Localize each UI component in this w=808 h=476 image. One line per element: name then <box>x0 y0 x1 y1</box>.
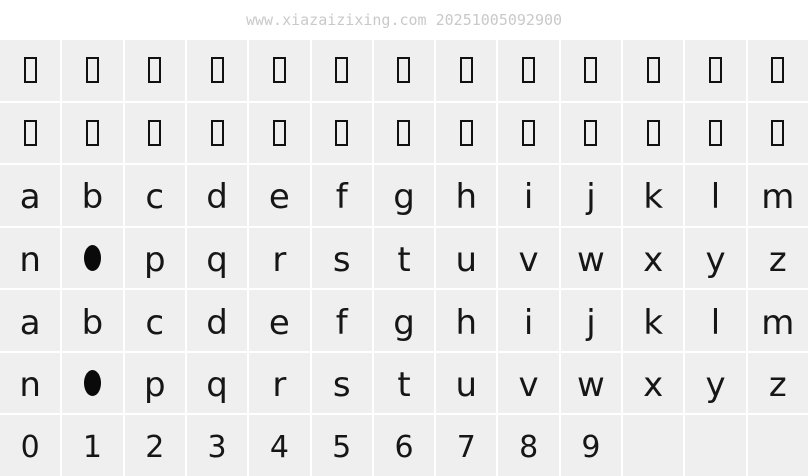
glyph-cell-uppercase-a-m-1 <box>0 165 60 226</box>
glyph-char: m <box>761 302 795 343</box>
glyph-cell-notdef-row-2-2 <box>62 103 122 164</box>
glyph-char: 1 <box>82 429 102 465</box>
notdef-glyph <box>273 120 286 146</box>
notdef-glyph <box>273 57 286 83</box>
notdef-glyph <box>397 57 410 83</box>
glyph-cell-uppercase-n-z-8 <box>436 228 496 289</box>
glyph-cell-uppercase-n-z-3 <box>125 228 185 289</box>
glyph-cell-uppercase-a-m-7 <box>374 165 434 226</box>
glyph-char: j <box>586 302 596 343</box>
notdef-glyph <box>584 57 597 83</box>
glyph-char: m <box>761 177 795 218</box>
glyph-cell-lowercase-a-m-9 <box>498 290 558 351</box>
glyph-cell-uppercase-n-z-13 <box>748 228 808 289</box>
glyph-cell-uppercase-n-z-2 <box>62 228 122 289</box>
glyph-cell-uppercase-a-m-3 <box>125 165 185 226</box>
glyph-char: c <box>145 302 165 343</box>
glyph-cell-notdef-row-1-12 <box>685 40 745 101</box>
glyph-cell-notdef-row-2-11 <box>623 103 683 164</box>
glyph-cell-uppercase-a-m-2 <box>62 165 122 226</box>
glyph-cell-digits-0-9-12 <box>685 415 745 476</box>
glyph-char: l <box>710 302 721 343</box>
glyph-char: s <box>332 239 351 280</box>
glyph-cell-lowercase-a-m-4 <box>187 290 247 351</box>
glyph-cell-uppercase-a-m-4 <box>187 165 247 226</box>
notdef-glyph <box>522 120 535 146</box>
glyph-char: 5 <box>332 429 352 465</box>
glyph-cell-lowercase-n-z-3 <box>125 353 185 414</box>
glyph-char: e <box>268 302 290 343</box>
glyph-cell-uppercase-a-m-5 <box>249 165 309 226</box>
notdef-glyph <box>647 120 660 146</box>
glyph-cell-uppercase-n-z-12 <box>685 228 745 289</box>
glyph-char: f <box>335 302 348 343</box>
glyph-char: x <box>643 365 664 406</box>
glyph-char: w <box>577 239 605 280</box>
glyph-char: t <box>397 239 411 280</box>
notdef-glyph <box>522 57 535 83</box>
glyph-cell-uppercase-a-m-12 <box>685 165 745 226</box>
glyph-char: w <box>577 365 605 406</box>
glyph-cell-uppercase-n-z-4 <box>187 228 247 289</box>
glyph-char: a <box>19 177 41 218</box>
glyph-cell-uppercase-a-m-13 <box>748 165 808 226</box>
glyph-cell-digits-0-9-11 <box>623 415 683 476</box>
glyph-cell-lowercase-n-z-11 <box>623 353 683 414</box>
glyph-cell-uppercase-n-z-10 <box>561 228 621 289</box>
notdef-glyph <box>24 120 37 146</box>
glyph-cell-notdef-row-2-6 <box>312 103 372 164</box>
glyph-cell-lowercase-n-z-7 <box>374 353 434 414</box>
glyph-cell-digits-0-9-8 <box>436 415 496 476</box>
glyph-cell-lowercase-a-m-7 <box>374 290 434 351</box>
glyph-cell-lowercase-n-z-10 <box>561 353 621 414</box>
glyph-char: d <box>206 302 228 343</box>
glyph-char: r <box>272 365 287 406</box>
glyph-char: q <box>206 239 228 280</box>
notdef-glyph <box>771 57 784 83</box>
glyph-char: 6 <box>394 429 414 465</box>
glyph-cell-lowercase-n-z-5 <box>249 353 309 414</box>
glyph-cell-uppercase-n-z-6 <box>312 228 372 289</box>
glyph-cell-lowercase-a-m-1 <box>0 290 60 351</box>
glyph-char: k <box>643 177 664 218</box>
glyph-cell-digits-0-9-10 <box>561 415 621 476</box>
glyph-cell-uppercase-n-z-5 <box>249 228 309 289</box>
glyph-cell-notdef-row-2-1 <box>0 103 60 164</box>
glyph-cell-digits-0-9-4 <box>187 415 247 476</box>
glyph-char: r <box>272 239 287 280</box>
glyph-char: 7 <box>456 429 476 465</box>
glyph-char: h <box>455 302 478 343</box>
glyph-cell-notdef-row-1-8 <box>436 40 496 101</box>
glyph-char: l <box>710 177 721 218</box>
glyph-char: 3 <box>207 429 227 465</box>
glyph-char: 8 <box>519 429 539 465</box>
glyph-cell-notdef-row-2-13 <box>748 103 808 164</box>
glyph-char: b <box>81 302 104 343</box>
glyph-cell-digits-0-9-5 <box>249 415 309 476</box>
glyph-char: g <box>393 177 415 218</box>
notdef-glyph <box>24 57 37 83</box>
glyph-cell-notdef-row-2-9 <box>498 103 558 164</box>
glyph-char: g <box>393 302 415 343</box>
notdef-glyph <box>397 120 410 146</box>
glyph-char: f <box>335 177 348 218</box>
glyph-cell-lowercase-n-z-2 <box>62 353 122 414</box>
glyph-char: i <box>523 177 534 218</box>
glyph-char: x <box>643 239 664 280</box>
glyph-char: k <box>643 302 664 343</box>
glyph-cell-notdef-row-2-10 <box>561 103 621 164</box>
notdef-glyph <box>86 57 99 83</box>
glyph-cell-lowercase-a-m-2 <box>62 290 122 351</box>
glyph-cell-digits-0-9-13 <box>748 415 808 476</box>
glyph-cell-notdef-row-1-10 <box>561 40 621 101</box>
glyph-char: v <box>518 365 539 406</box>
glyph-char: 0 <box>20 429 40 465</box>
notdef-glyph <box>211 120 224 146</box>
notdef-glyph <box>584 120 597 146</box>
glyph-char: j <box>586 177 596 218</box>
glyph-char: n <box>19 239 41 280</box>
glyph-cell-lowercase-a-m-6 <box>312 290 372 351</box>
glyph-char: p <box>143 239 166 280</box>
glyph-cell-notdef-row-1-4 <box>187 40 247 101</box>
glyph-char: u <box>455 365 478 406</box>
glyph-cell-lowercase-a-m-5 <box>249 290 309 351</box>
notdef-glyph <box>709 120 722 146</box>
glyph-cell-lowercase-n-z-4 <box>187 353 247 414</box>
glyph-cell-notdef-row-1-1 <box>0 40 60 101</box>
notdef-glyph <box>148 120 161 146</box>
glyph-cell-lowercase-a-m-12 <box>685 290 745 351</box>
glyph-cell-lowercase-a-m-3 <box>125 290 185 351</box>
glyph-cell-lowercase-a-m-11 <box>623 290 683 351</box>
glyph-grid <box>0 40 808 476</box>
glyph-cell-notdef-row-1-13 <box>748 40 808 101</box>
notdef-glyph <box>335 120 348 146</box>
glyph-cell-notdef-row-1-11 <box>623 40 683 101</box>
glyph-char: 2 <box>145 429 165 465</box>
letter-o-filled-oval-glyph <box>84 370 101 396</box>
glyph-cell-lowercase-n-z-12 <box>685 353 745 414</box>
glyph-cell-uppercase-a-m-6 <box>312 165 372 226</box>
glyph-cell-notdef-row-1-3 <box>125 40 185 101</box>
notdef-glyph <box>460 57 473 83</box>
glyph-cell-lowercase-n-z-6 <box>312 353 372 414</box>
glyph-cell-lowercase-a-m-13 <box>748 290 808 351</box>
glyph-cell-notdef-row-2-4 <box>187 103 247 164</box>
glyph-char: s <box>332 365 351 406</box>
notdef-glyph <box>771 120 784 146</box>
watermark-text: www.xiazaizixing.com 20251005092900 <box>245 11 563 29</box>
glyph-char: z <box>768 239 787 280</box>
glyph-cell-notdef-row-2-7 <box>374 103 434 164</box>
glyph-cell-notdef-row-1-5 <box>249 40 309 101</box>
glyph-cell-notdef-row-1-6 <box>312 40 372 101</box>
glyph-cell-digits-0-9-3 <box>125 415 185 476</box>
glyph-char: 9 <box>581 429 601 465</box>
glyph-cell-notdef-row-1-2 <box>62 40 122 101</box>
glyph-char: u <box>455 239 478 280</box>
glyph-char: y <box>705 239 726 280</box>
notdef-glyph <box>86 120 99 146</box>
glyph-char: p <box>143 365 166 406</box>
glyph-cell-notdef-row-1-9 <box>498 40 558 101</box>
glyph-char: t <box>397 365 411 406</box>
glyph-cell-uppercase-n-z-9 <box>498 228 558 289</box>
glyph-cell-notdef-row-2-3 <box>125 103 185 164</box>
notdef-glyph <box>709 57 722 83</box>
glyph-char: h <box>455 177 478 218</box>
glyph-char: e <box>268 177 290 218</box>
notdef-glyph <box>148 57 161 83</box>
glyph-cell-notdef-row-2-12 <box>685 103 745 164</box>
glyph-cell-uppercase-a-m-9 <box>498 165 558 226</box>
glyph-cell-uppercase-n-z-11 <box>623 228 683 289</box>
notdef-glyph <box>460 120 473 146</box>
glyph-char: c <box>145 177 165 218</box>
glyph-cell-digits-0-9-1 <box>0 415 60 476</box>
glyph-cell-lowercase-a-m-8 <box>436 290 496 351</box>
glyph-cell-lowercase-a-m-10 <box>561 290 621 351</box>
glyph-cell-notdef-row-2-5 <box>249 103 309 164</box>
glyph-cell-digits-0-9-6 <box>312 415 372 476</box>
glyph-char: v <box>518 239 539 280</box>
glyph-cell-uppercase-a-m-10 <box>561 165 621 226</box>
glyph-char: b <box>81 177 104 218</box>
watermark-bar <box>0 0 808 40</box>
glyph-char: a <box>19 302 41 343</box>
glyph-cell-uppercase-n-z-7 <box>374 228 434 289</box>
glyph-char: z <box>768 365 787 406</box>
glyph-char: y <box>705 365 726 406</box>
glyph-char: q <box>206 365 228 406</box>
glyph-cell-lowercase-n-z-1 <box>0 353 60 414</box>
glyph-cell-digits-0-9-7 <box>374 415 434 476</box>
notdef-glyph <box>335 57 348 83</box>
glyph-cell-lowercase-n-z-8 <box>436 353 496 414</box>
notdef-glyph <box>647 57 660 83</box>
glyph-cell-lowercase-n-z-13 <box>748 353 808 414</box>
glyph-cell-notdef-row-2-8 <box>436 103 496 164</box>
glyph-char: d <box>206 177 228 218</box>
glyph-char: 4 <box>269 429 289 465</box>
glyph-cell-digits-0-9-2 <box>62 415 122 476</box>
glyph-cell-notdef-row-1-7 <box>374 40 434 101</box>
glyph-cell-lowercase-n-z-9 <box>498 353 558 414</box>
glyph-char: i <box>523 302 534 343</box>
notdef-glyph <box>211 57 224 83</box>
glyph-cell-digits-0-9-9 <box>498 415 558 476</box>
glyph-char: n <box>19 365 41 406</box>
glyph-cell-uppercase-a-m-11 <box>623 165 683 226</box>
glyph-cell-uppercase-n-z-1 <box>0 228 60 289</box>
glyph-cell-uppercase-a-m-8 <box>436 165 496 226</box>
letter-o-filled-oval-glyph <box>84 245 101 271</box>
